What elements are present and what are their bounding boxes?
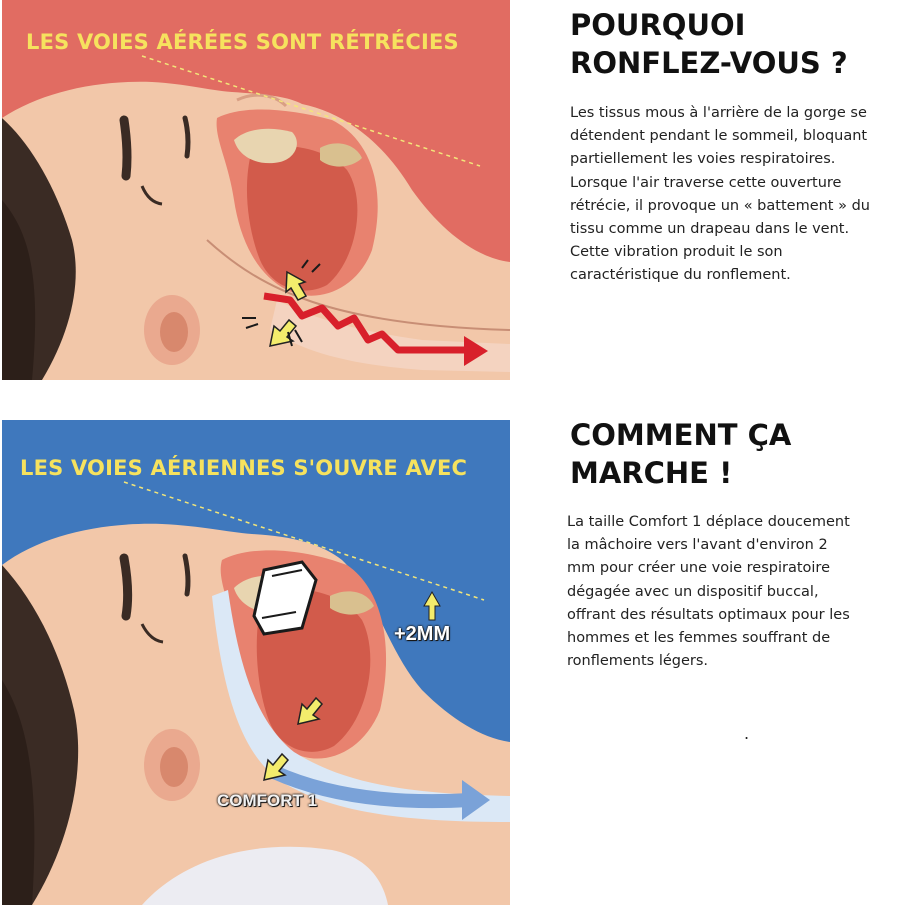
device-size-label: COMFORT 1 [217,791,318,810]
how-it-works-heading: COMMENT ÇA MARCHE ! [570,418,792,490]
illustration-narrowed-airway [2,0,510,380]
illustration-opened-airway [2,420,510,905]
narrowed-airway-banner: LES VOIES AÉRÉES SONT RÉTRÉCIES [26,30,459,54]
trailing-dot: . [744,724,750,743]
jaw-advance-label: +2MM [394,623,451,645]
why-snore-heading: POURQUOI RONFLEZ-VOUS ? [570,8,848,80]
opened-airway-banner: LES VOIES AÉRIENNES S'OUVRE AVEC [20,456,468,480]
how-it-works-paragraph: La taille Comfort 1 déplace doucement la mâchoire vers l'avant d'environ 2 mm pour créer une voie respiratoire dégagée avec un dispositif buccal, offrant des résultats optimaux pour les hommes et les femmes souffrant de ronflements légers. [567,514,850,670]
narrowed-airway-drawing [2,0,510,380]
opened-airway-drawing [2,420,510,905]
why-snore-paragraph: Les tissus mous à l'arrière de la gorge se détendent pendant le sommeil, bloquant partiellement les voies respiratoires. Lorsque l'air traverse cette ouverture rétrécie, il provoque un « battement » du tissu comme un drapeau dans le vent. Cette vibration produit le son caractéristique du ronflement. [570,105,870,284]
